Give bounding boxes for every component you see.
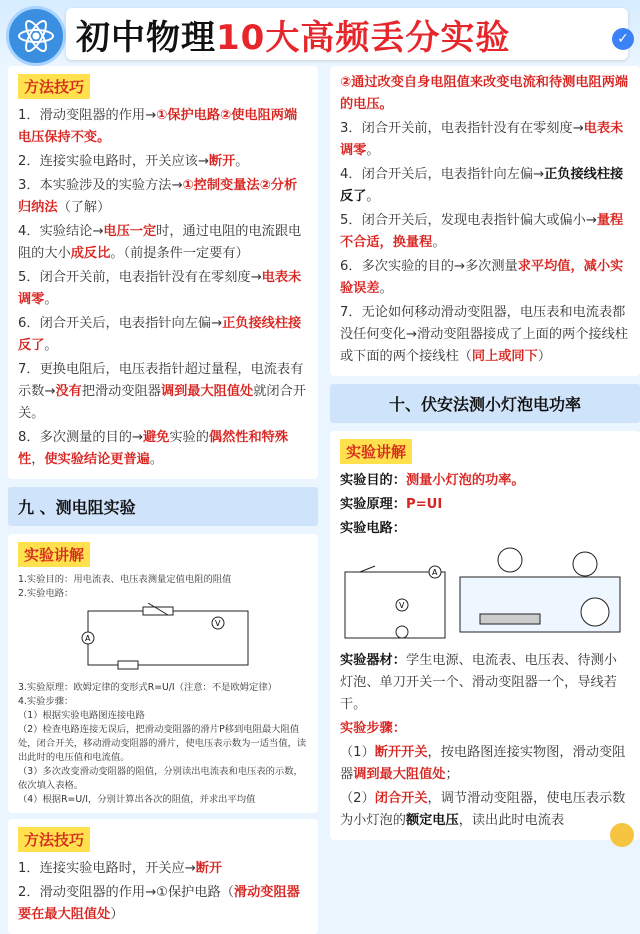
explain-card [8, 534, 318, 813]
list-item [18, 313, 308, 357]
text-segment: 1．滑动变阻器的作用→ [18, 108, 157, 123]
list-item [340, 788, 630, 832]
text-segment: 断开 [208, 154, 236, 169]
text-segment: 3．闭合开关前，电表指针没有在零刻度→ [340, 121, 584, 136]
list-item [18, 221, 308, 265]
text-segment: ①保护电路②使电阻两端电压保持不变。 [18, 108, 298, 145]
list-item [18, 151, 308, 173]
method2-tag: 方法技巧 [18, 827, 90, 852]
explain-line: 2.实验电路： [18, 588, 74, 599]
explain2-card [330, 431, 640, 840]
right-method-list [340, 72, 630, 368]
text-segment: （1） [340, 745, 375, 760]
method-card [8, 66, 318, 479]
principle-label: 实验原理： [340, 497, 406, 512]
list-item [18, 175, 308, 219]
text-segment: 。 [44, 338, 58, 353]
method2-card [8, 819, 318, 934]
header [0, 0, 640, 66]
svg-text:V: V [215, 619, 221, 628]
equip-label: 实验器材： [340, 653, 406, 668]
page-title [66, 8, 628, 60]
list-item [18, 105, 308, 149]
list-item [18, 427, 308, 471]
text-segment: 同上或同下 [471, 349, 538, 364]
text-segment: 5．闭合开关后，发现电表指针偏大或偏小→ [340, 213, 597, 228]
list-item [340, 164, 630, 208]
text-segment: （了解） [57, 200, 111, 215]
list-item [18, 858, 308, 880]
text-segment: 避免 [142, 430, 170, 445]
text-segment: ，按电路图连接实物图，滑动变阻器 [340, 745, 626, 782]
goal-label: 实验目的： [340, 473, 406, 488]
text-segment: 。 [366, 143, 380, 158]
text-segment: 时，通过电阻的电流跟电阻的大小 [18, 224, 302, 261]
explain-line: （3）多次改变滑动变阻器的阻值，分别读出电流表和电压表的示数，依次填入表格。 [18, 766, 303, 791]
text-segment: 2．连接实验电路时，开关应该→ [18, 154, 209, 169]
text-segment: ； [445, 767, 459, 782]
list-item [340, 742, 630, 786]
text-segment: 7．更换电阻后，电压表指针超过量程，电流表有示数→ [18, 362, 304, 399]
circuit-diagram-1 [18, 603, 308, 677]
explain-line: （4）根据R=U/I，分别计算出各次的阻值，并求出平均值 [18, 794, 256, 805]
title-part2: 10大高频丢分实验 [216, 17, 511, 58]
svg-text:V: V [399, 601, 405, 610]
text-segment: 偶然性和特殊性 [18, 430, 289, 467]
list-item [340, 72, 630, 116]
text-segment: 4．实验结论→ [18, 224, 104, 239]
explain-line: 4.实验步骤： [18, 696, 74, 707]
text-segment: 1．连接实验电路时，开关应→ [18, 861, 196, 876]
text-segment: 7．无论如何移动滑动变阻器，电压表和电流表都没任何变化→滑动变阻器接成了上面的两个接线柱或下面的两个接线柱（ [340, 305, 628, 364]
text-segment: 4．闭合开关后，电表指针向左偏→ [340, 167, 545, 182]
text-segment: 成反比 [70, 246, 111, 261]
method-list [18, 105, 308, 471]
explain-line: 3.实验原理：欧姆定律的变形式R=U/I（注意：不是欧姆定律） [18, 682, 277, 693]
text-segment: 使实验结论更普遍 [44, 452, 150, 467]
title-part1: 初中物理 [76, 17, 216, 58]
text-segment: 6．闭合开关后，电表指针向左偏→ [18, 316, 223, 331]
text-segment: 电压一定 [103, 224, 157, 239]
list-item [18, 882, 308, 926]
right-column [330, 66, 640, 840]
explain2-tag: 实验讲解 [340, 439, 412, 464]
text-segment: 没有 [55, 384, 82, 399]
circuit-label: 实验电路： [340, 521, 406, 536]
section10-title: 十、伏安法测小灯泡电功率 [330, 384, 640, 423]
text-segment: 调到最大阻值处 [160, 384, 254, 399]
text-segment: ①控制变量法②分析归纳法 [18, 178, 298, 215]
text-segment: 量程不合适，换量程 [340, 213, 624, 250]
text-segment: 6．多次实验的目的→多次测量 [340, 259, 518, 274]
text-segment: 就闭合开关。 [18, 384, 306, 421]
text-segment: 调到最大阻值处 [353, 767, 446, 782]
text-segment: 正负接线柱接反了 [340, 167, 624, 204]
list-item [18, 267, 308, 311]
text-segment: 断开 [195, 861, 223, 876]
list-item [340, 256, 630, 300]
text-segment: 滑动变阻器要在最大阻值处 [18, 885, 300, 922]
corner-emoji-icon [610, 823, 634, 847]
text-segment: 闭合开关 [374, 791, 428, 806]
steps-list [340, 742, 630, 832]
text-segment: 8．多次测量的目的→ [18, 430, 143, 445]
list-item [18, 359, 308, 425]
verified-check-icon: ✓ [612, 28, 634, 50]
text-segment: ，调节滑动变阻器，使电压表示数为小灯泡的 [340, 791, 626, 828]
text-segment: 。 [149, 452, 164, 467]
text-segment: 电表未调零 [340, 121, 624, 158]
text-segment: 。 [432, 235, 446, 250]
principle-value: P=UI [405, 497, 443, 512]
text-segment: ， [31, 452, 45, 467]
equip-value: 学生电源、电流表、电压表、待测小灯泡、单刀开关一个、滑动变阻器一个，导线若干。 [340, 653, 617, 712]
text-segment: 。（前提条件一定要有） [110, 246, 249, 261]
text-segment: 实验的 [169, 430, 209, 445]
explain-line: （1）根据实验电路图连接电路 [18, 710, 145, 721]
text-segment: 5．闭合开关前，电表指针没有在零刻度→ [18, 270, 262, 285]
section9-title: 九 、测电阻实验 [8, 487, 318, 526]
text-segment: 3．本实验涉及的实验方法→ [18, 178, 183, 193]
text-segment: ，读出此时电流表 [458, 813, 565, 828]
left-column [8, 66, 318, 934]
list-item [340, 118, 630, 162]
goal-value: 测量小灯泡的功率。 [405, 473, 525, 488]
text-segment: （2） [340, 791, 375, 806]
explain-line: （2）检查电路连接无误后，把滑动变阻器的滑片P移到电阻最大阻值处，闭合开关，移动滑动变阻器的滑片，使电压表示数为一适当值，读出此时的电压值和电流值。 [18, 724, 307, 763]
svg-text:A: A [85, 634, 91, 643]
svg-text:A: A [432, 568, 438, 577]
text-segment: 把滑动变阻器 [81, 384, 161, 399]
text-segment: 正负接线柱接反了 [18, 316, 302, 353]
right-method-card [330, 66, 640, 376]
circuit-diagram-2 [340, 542, 630, 646]
text-segment: 额定电压 [405, 813, 459, 828]
explain-tag: 实验讲解 [18, 542, 90, 567]
text-segment: 电表未调零 [18, 270, 302, 307]
method2-list [18, 858, 308, 926]
text-segment: ②通过改变自身电阻值来改变电流和待测电阻两端的电压。 [340, 75, 629, 112]
text-segment: ） [537, 349, 551, 364]
text-segment: 求平均值，减小实验误差 [340, 259, 624, 296]
text-segment: 2．滑动变阻器的作用→①保护电路（ [18, 885, 234, 900]
steps-label: 实验步骤： [340, 721, 406, 736]
explain-line: 1.实验目的：用电流表、电压表测量定值电阻的阻值 [18, 574, 232, 585]
list-item [340, 302, 630, 368]
text-segment: 。 [235, 154, 249, 169]
text-segment: 。 [379, 281, 393, 296]
text-segment: ） [110, 907, 124, 922]
text-segment: 。 [366, 189, 380, 204]
text-segment: 断开开关 [374, 745, 428, 760]
text-segment: 。 [44, 292, 58, 307]
atom-logo-icon [6, 6, 66, 66]
method-tag: 方法技巧 [18, 74, 90, 99]
list-item [340, 210, 630, 254]
